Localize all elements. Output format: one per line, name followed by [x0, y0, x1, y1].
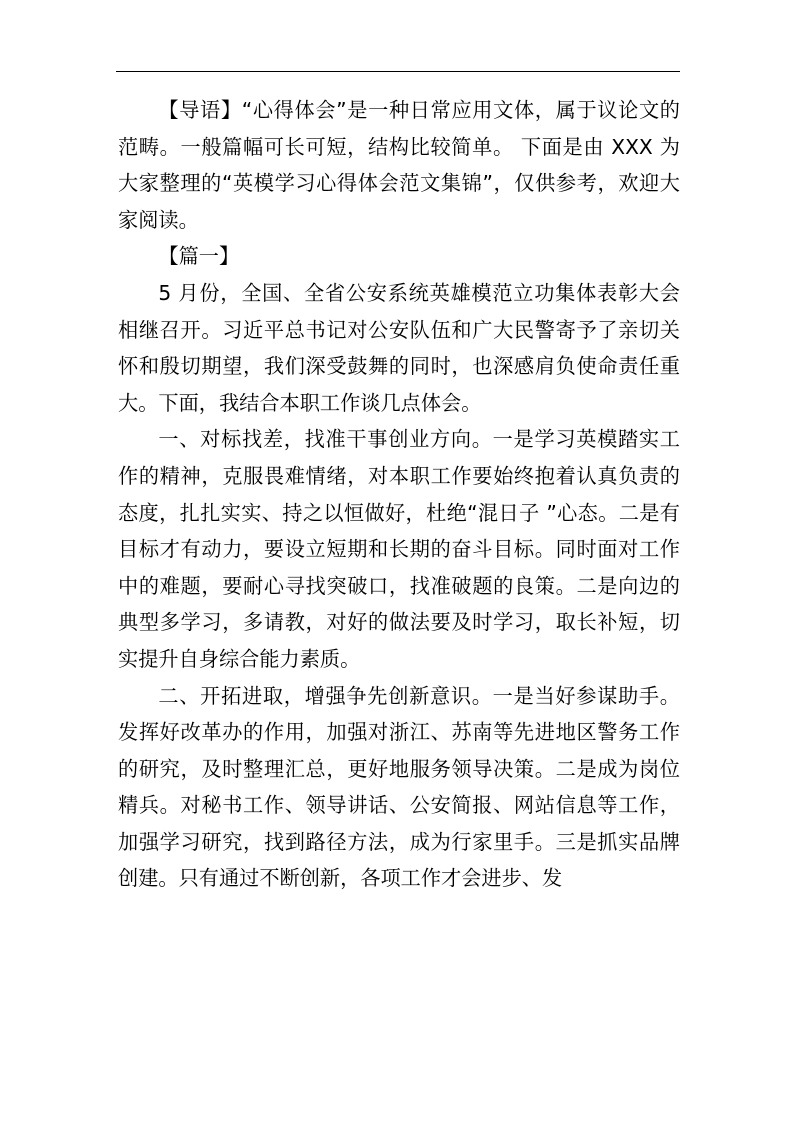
body-paragraph: 5 月份，全国、全省公安系统英雄模范立功集体表彰大会相继召开。习近平总书记对公安队伍和广大民警寄予了亲切关怀和殷切期望，我们深受鼓舞的同时，也深感肩负使命责任重大。下面，我结合本职工作谈几点体会。	[118, 280, 680, 415]
header-rule	[116, 71, 680, 72]
body-paragraph: 二、开拓进取，增强争先创新意识。一是当好参谋助手。发挥好改革办的作用，加强对浙江、苏南等先进地区警务工作的研究，及时整理汇总，更好地服务领导决策。二是成为岗位精兵。对秘书工作、领导讲话、公安简报、网站信息等工作，加强学习研究，找到路径方法，成为行家里手。三是抓实品牌创建。只有通过不断创新，各项工作才会进步、发	[118, 683, 680, 891]
section-heading: 【篇一】	[158, 244, 240, 269]
body-paragraph: 一、对标找差，找准干事创业方向。一是学习英模踏实工作的精神，克服畏难情绪，对本职工作要始终抱着认真负责的态度，扎扎实实、持之以恒做好，杜绝“混日子 ”心态。二是有目标才有动力，要设立短期和长期的奋斗目标。同时面对工作中的难题，要耐心寻找突破口，找准破题的良策。二是向边的典型多学习，多请教，对好的做法要及时学习，取长补短，切实提升自身综合能力素质。	[118, 427, 680, 671]
document-body	[118, 92, 680, 897]
intro-paragraph: 【导语】“心得体会”是一种日常应用文体，属于议论文的范畴。一般篇幅可长可短，结构比较简单。 下面是由 XXX 为大家整理的“英模学习心得体会范文集锦”，仅供参考，欢迎大家阅读。	[118, 98, 680, 232]
